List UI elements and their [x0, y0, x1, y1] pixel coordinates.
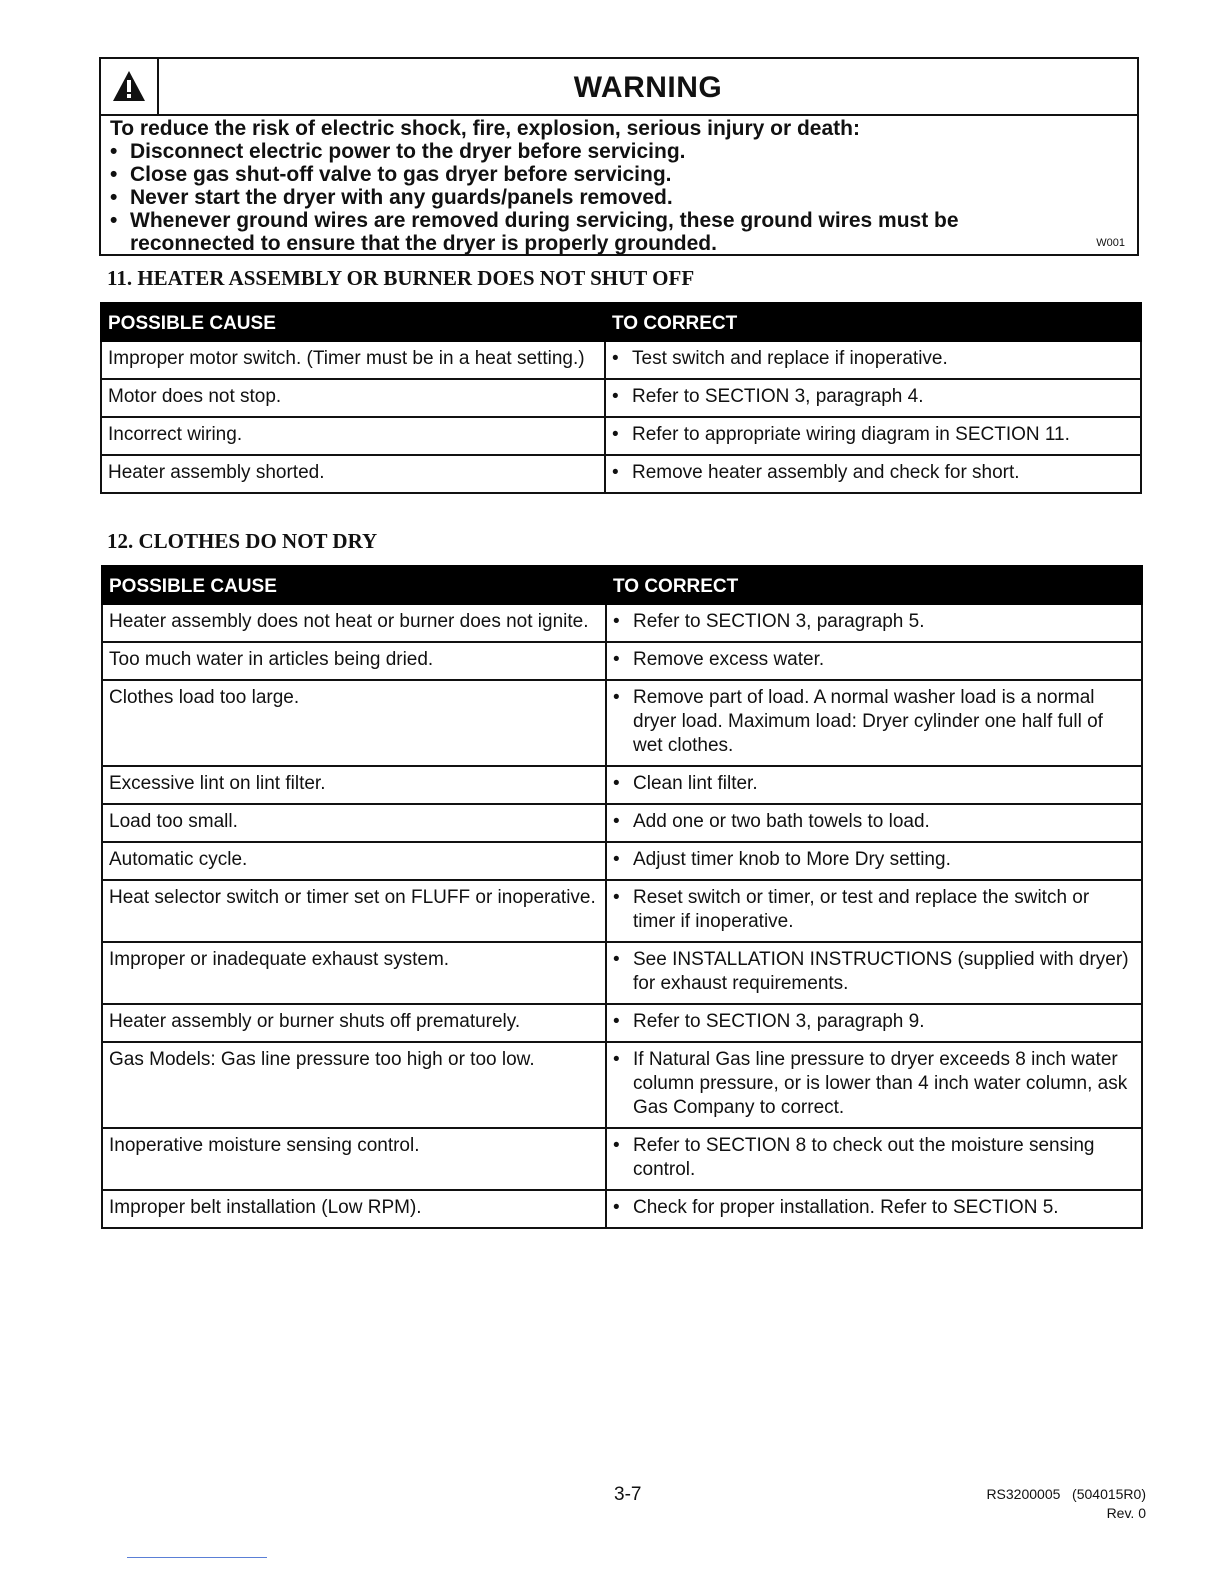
correction-cell	[606, 1190, 1142, 1228]
correction-text: Reset switch or timer, or test and replace the switch or timer if inoperative.	[633, 887, 1090, 932]
correction-cell	[606, 642, 1142, 680]
cause-cell: Heat selector switch or timer set on FLUFF or inoperative.	[102, 880, 606, 942]
table-row	[101, 455, 1141, 493]
table-row	[102, 1042, 1142, 1128]
table-row	[102, 766, 1142, 804]
section-heading: 11. HEATER ASSEMBLY OR BURNER DOES NOT SHUT OFF	[107, 266, 695, 290]
correction-cell	[606, 680, 1142, 766]
bullet: •	[613, 1135, 620, 1156]
table-row	[101, 379, 1141, 417]
cause-cell: Heater assembly or burner shuts off prematurely.	[102, 1004, 606, 1042]
bullet: •	[613, 687, 620, 708]
warning-intro: To reduce the risk of electric shock, fire, explosion, serious injury or death:	[110, 117, 860, 140]
bullet: •	[613, 849, 620, 870]
cause-cell: Automatic cycle.	[102, 842, 606, 880]
correction-cell	[606, 604, 1142, 642]
correction-cell	[606, 942, 1142, 1004]
correction-text: Refer to SECTION 8 to check out the moisture sensing control.	[633, 1135, 1095, 1180]
section-heading: 12. CLOTHES DO NOT DRY	[107, 529, 378, 553]
revision: Rev. 0	[1106, 1505, 1146, 1521]
column-header-cause: POSSIBLE CAUSE	[101, 303, 605, 341]
warning-bullet: • Disconnect electric power to the dryer before servicing.	[110, 140, 686, 163]
table-row	[102, 880, 1142, 942]
correction-cell	[605, 455, 1141, 493]
correction-cell	[606, 1042, 1142, 1128]
cause-cell: Heater assembly shorted.	[101, 455, 605, 493]
bullet: •	[613, 949, 620, 970]
table-row	[102, 1128, 1142, 1190]
table-row	[102, 842, 1142, 880]
correction-text: Add one or two bath towels to load.	[633, 811, 930, 832]
correction-text: Test switch and replace if inoperative.	[632, 348, 948, 369]
cause-cell: Inoperative moisture sensing control.	[102, 1128, 606, 1190]
warning-icon-cell	[101, 59, 159, 114]
bullet: •	[612, 424, 619, 445]
correction-text: Remove heater assembly and check for short.	[632, 462, 1020, 483]
correction-cell	[606, 1128, 1142, 1190]
correction-cell	[606, 1004, 1142, 1042]
column-header-correct: TO CORRECT	[606, 566, 1142, 604]
table-row	[102, 1190, 1142, 1228]
page-number: 3-7	[614, 1484, 642, 1505]
bullet: •	[612, 462, 619, 483]
table-row	[102, 604, 1142, 642]
cause-cell: Load too small.	[102, 804, 606, 842]
bullet: •	[613, 1011, 620, 1032]
table-row	[102, 804, 1142, 842]
bullet: •	[613, 811, 620, 832]
document-id: RS3200005 (504015R0)	[986, 1486, 1146, 1502]
correction-text: Remove part of load. A normal washer load is a normal dryer load. Maximum load: Dryer cylinder one half full of wet clothes.	[633, 687, 1103, 756]
correction-cell	[606, 842, 1142, 880]
correction-text: Check for proper installation. Refer to SECTION 5.	[633, 1197, 1059, 1218]
table-header-row	[101, 303, 1141, 341]
correction-text: If Natural Gas line pressure to dryer exceeds 8 inch water column pressure, or is lower than 4 inch water column, ask Gas Company to correct.	[633, 1049, 1128, 1118]
correction-cell	[605, 417, 1141, 455]
bullet: •	[612, 386, 619, 407]
correction-text: Refer to SECTION 3, paragraph 9.	[633, 1011, 925, 1032]
column-header-cause: POSSIBLE CAUSE	[102, 566, 606, 604]
troubleshooting-table	[100, 302, 1142, 494]
cause-cell: Improper belt installation (Low RPM).	[102, 1190, 606, 1228]
table-row	[102, 680, 1142, 766]
table-row	[101, 341, 1141, 379]
correction-text: Clean lint filter.	[633, 773, 758, 794]
cause-cell: Incorrect wiring.	[101, 417, 605, 455]
correction-text: Refer to appropriate wiring diagram in SECTION 11.	[632, 424, 1070, 445]
table-row	[101, 417, 1141, 455]
correction-cell	[606, 766, 1142, 804]
cause-cell: Improper or inadequate exhaust system.	[102, 942, 606, 1004]
bullet: •	[613, 1197, 620, 1218]
cause-cell: Excessive lint on lint filter.	[102, 766, 606, 804]
warning-bullet: • Close gas shut-off valve to gas dryer before servicing.	[110, 163, 672, 186]
correction-cell	[605, 379, 1141, 417]
warning-code: W001	[1096, 237, 1125, 249]
warning-header	[101, 59, 1137, 116]
bullet: •	[613, 887, 620, 908]
warning-body	[110, 117, 1127, 255]
warning-bullet: • Whenever ground wires are removed during servicing, these ground wires must be	[110, 209, 959, 232]
footer-rule	[127, 1557, 267, 1558]
warning-box	[99, 57, 1139, 256]
bullet: •	[613, 649, 620, 670]
cause-cell: Clothes load too large.	[102, 680, 606, 766]
correction-cell	[606, 804, 1142, 842]
correction-text: Adjust timer knob to More Dry setting.	[633, 849, 951, 870]
warning-title: WARNING	[573, 71, 723, 104]
warning-continuation: reconnected to ensure that the dryer is properly grounded.	[130, 232, 717, 255]
correction-cell	[606, 880, 1142, 942]
cause-cell: Too much water in articles being dried.	[102, 642, 606, 680]
warning-triangle-icon	[111, 69, 147, 103]
troubleshooting-table	[101, 565, 1143, 1229]
correction-text: Remove excess water.	[633, 649, 825, 670]
table-row	[102, 1004, 1142, 1042]
correction-text: Refer to SECTION 3, paragraph 4.	[632, 386, 924, 407]
correction-text: Refer to SECTION 3, paragraph 5.	[633, 611, 925, 632]
cause-cell: Heater assembly does not heat or burner does not ignite.	[102, 604, 606, 642]
table-row	[102, 642, 1142, 680]
bullet: •	[612, 348, 619, 369]
correction-cell	[605, 341, 1141, 379]
cause-cell: Gas Models: Gas line pressure too high or too low.	[102, 1042, 606, 1128]
bullet: •	[613, 611, 620, 632]
bullet: •	[613, 773, 620, 794]
cause-cell: Motor does not stop.	[101, 379, 605, 417]
table-row	[102, 942, 1142, 1004]
correction-text: See INSTALLATION INSTRUCTIONS (supplied with dryer) for exhaust requirements.	[633, 949, 1129, 994]
warning-bullet: • Never start the dryer with any guards/panels removed.	[110, 186, 673, 209]
table-header-row	[102, 566, 1142, 604]
bullet: •	[613, 1049, 620, 1070]
cause-cell: Improper motor switch. (Timer must be in a heat setting.)	[101, 341, 605, 379]
column-header-correct: TO CORRECT	[605, 303, 1141, 341]
